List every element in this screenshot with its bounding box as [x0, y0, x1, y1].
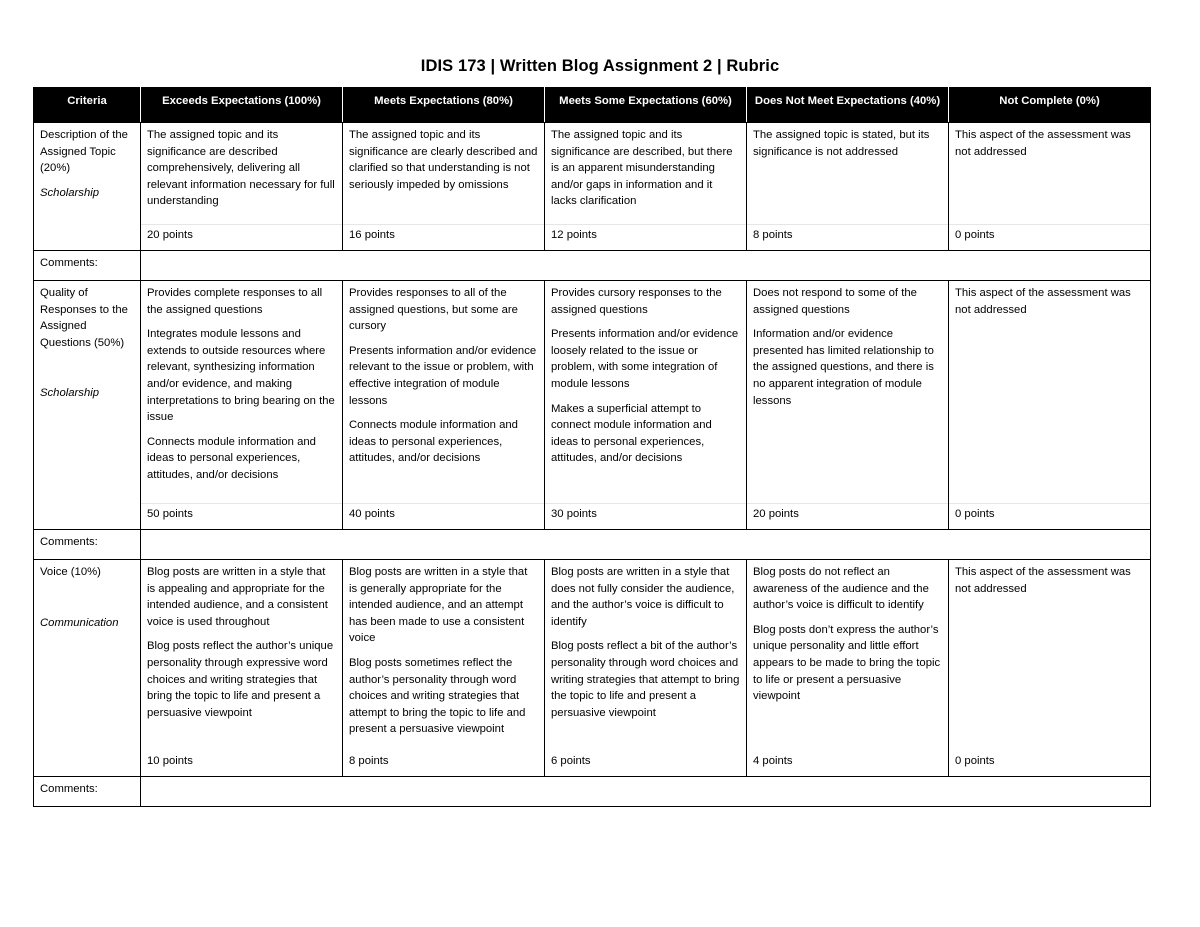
comments-label: Comments: — [34, 251, 141, 281]
rubric-row-voice — [34, 560, 1151, 751]
points-cell: 16 points — [343, 225, 545, 251]
points-cell: 0 points — [949, 504, 1151, 530]
level-text: Integrates module lessons and extends to outside resources where relevant, synthesizing information and/or evidence, and making interpretations to bring bearing on the issue — [147, 328, 335, 424]
level-text: Makes a superficial attempt to connect module information and ideas to personal experiences, attitudes, and/or decisions — [551, 402, 712, 465]
level-cell — [343, 560, 545, 751]
points-cell: 20 points — [141, 225, 343, 251]
level-cell — [949, 560, 1151, 751]
points-cell: 6 points — [545, 751, 747, 777]
comments-row — [34, 530, 1151, 560]
comments-row — [34, 776, 1151, 806]
header-not-complete: Not Complete (0%) — [949, 88, 1151, 123]
points-cell: 20 points — [747, 504, 949, 530]
comments-row — [34, 251, 1151, 281]
level-text: This aspect of the assessment was not addressed — [955, 566, 1131, 595]
level-cell — [141, 560, 343, 751]
rubric-table — [33, 87, 1151, 807]
level-text: Blog posts sometimes reflect the author’s personality through word choices and writing strategies that attempt to bring the topic to life and present a persuasive viewpoint — [349, 656, 526, 736]
level-text: Connects module information and ideas to personal experiences, attitudes, and/or decisions — [349, 419, 518, 465]
comments-field[interactable] — [141, 530, 1151, 560]
level-cell — [343, 281, 545, 504]
level-cell — [747, 281, 949, 504]
level-text: Provides complete responses to all the assigned questions — [147, 287, 323, 316]
points-row — [34, 225, 1151, 251]
points-row — [34, 751, 1151, 777]
header-criteria: Criteria — [34, 88, 141, 123]
level-text: Connects module information and ideas to personal experiences, attitudes, and/or decisions — [147, 435, 316, 481]
points-cell: 10 points — [141, 751, 343, 777]
level-text: The assigned topic is stated, but its significance is not addressed — [753, 129, 930, 158]
level-cell — [949, 281, 1151, 504]
level-text: Provides cursory responses to the assigned questions — [551, 287, 722, 316]
header-exceeds: Exceeds Expectations (100%) — [141, 88, 343, 123]
points-cell: 0 points — [949, 225, 1151, 251]
comments-label: Comments: — [34, 530, 141, 560]
points-cell: 8 points — [747, 225, 949, 251]
level-text: The assigned topic and its significance are clearly described and clarified so that understanding is not seriously impeded by omissions — [349, 129, 538, 191]
level-cell — [545, 281, 747, 504]
points-cell: 0 points — [949, 751, 1151, 777]
level-text: Information and/or evidence presented has limited relationship to the assigned questions, and there is no apparent integration of module lessons — [753, 328, 934, 407]
level-text: Blog posts are written in a style that does not fully consider the audience, and the author’s voice is difficult to identify — [551, 566, 735, 628]
criterion-category: Scholarship — [40, 186, 100, 199]
header-meets-some: Meets Some Expectations (60%) — [545, 88, 747, 123]
points-cell: 30 points — [545, 504, 747, 530]
criterion-name: Quality of Responses to the Assigned Questions (50%) — [40, 287, 128, 349]
criterion-cell — [34, 560, 141, 777]
level-text: Blog posts reflect a bit of the author’s personality through word choices and writing strategies that attempt to bring the topic to life and present a persuasive viewpoint — [551, 640, 740, 719]
level-cell — [141, 281, 343, 504]
comments-field[interactable] — [141, 251, 1151, 281]
criterion-category: Scholarship — [40, 387, 100, 400]
points-row — [34, 504, 1151, 530]
points-cell: 12 points — [545, 225, 747, 251]
level-text: Does not respond to some of the assigned questions — [753, 287, 917, 316]
level-text: This aspect of the assessment was not addressed — [955, 287, 1131, 316]
criterion-name: Description of the Assigned Topic (20%) — [40, 129, 128, 175]
level-text: Provides responses to all of the assigned questions, but some are cursory — [349, 287, 518, 333]
rubric-row-description — [34, 123, 1151, 225]
comments-label: Comments: — [34, 776, 141, 806]
level-cell — [343, 123, 545, 225]
rubric-header-row — [34, 88, 1151, 123]
level-text: Blog posts reflect the author’s unique personality through expressive word choices and writing strategies that bring the topic to life and present a persuasive viewpoint — [147, 640, 334, 719]
level-text: This aspect of the assessment was not addressed — [955, 129, 1131, 158]
points-cell: 40 points — [343, 504, 545, 530]
points-cell: 4 points — [747, 751, 949, 777]
header-meets: Meets Expectations (80%) — [343, 88, 545, 123]
points-cell: 50 points — [141, 504, 343, 530]
level-text: The assigned topic and its significance are described comprehensively, delivering all relevant information necessary for full understanding — [147, 129, 335, 208]
criterion-category: Communication — [40, 616, 119, 629]
level-cell — [949, 123, 1151, 225]
points-cell: 8 points — [343, 751, 545, 777]
level-text: The assigned topic and its significance are described, but there is an apparent misunderstanding and/or gaps in information and it lacks clarification — [551, 129, 733, 208]
criterion-cell — [34, 123, 141, 251]
level-text: Blog posts are written in a style that is generally appropriate for the intended audience, and an attempt has been made to use a consistent voice — [349, 566, 528, 645]
level-cell — [545, 560, 747, 751]
level-text: Presents information and/or evidence relevant to the issue or problem, with effective integration of module lessons — [349, 344, 537, 407]
level-cell — [545, 123, 747, 225]
level-cell — [747, 560, 949, 751]
level-text: Presents information and/or evidence loosely related to the issue or problem, with some integration of module lessons — [551, 328, 739, 390]
rubric-row-quality — [34, 281, 1151, 504]
criterion-cell — [34, 281, 141, 530]
level-cell — [141, 123, 343, 225]
comments-field[interactable] — [141, 776, 1151, 806]
level-text: Blog posts don’t express the author’s unique personality and little effort appears to be made to bring the topic to life or present a persuasive viewpoint — [753, 623, 941, 703]
level-cell — [747, 123, 949, 225]
level-text: Blog posts are written in a style that is appealing and appropriate for the intended audience, and a consistent voice is used throughout — [147, 566, 328, 628]
criterion-name: Voice (10%) — [40, 566, 101, 578]
header-does-not-meet: Does Not Meet Expectations (40%) — [747, 88, 949, 123]
level-text: Blog posts do not reflect an awareness of the audience and the author’s voice is difficult to identify — [753, 566, 929, 612]
page-title: IDIS 173 | Written Blog Assignment 2 | Rubric — [420, 57, 780, 75]
